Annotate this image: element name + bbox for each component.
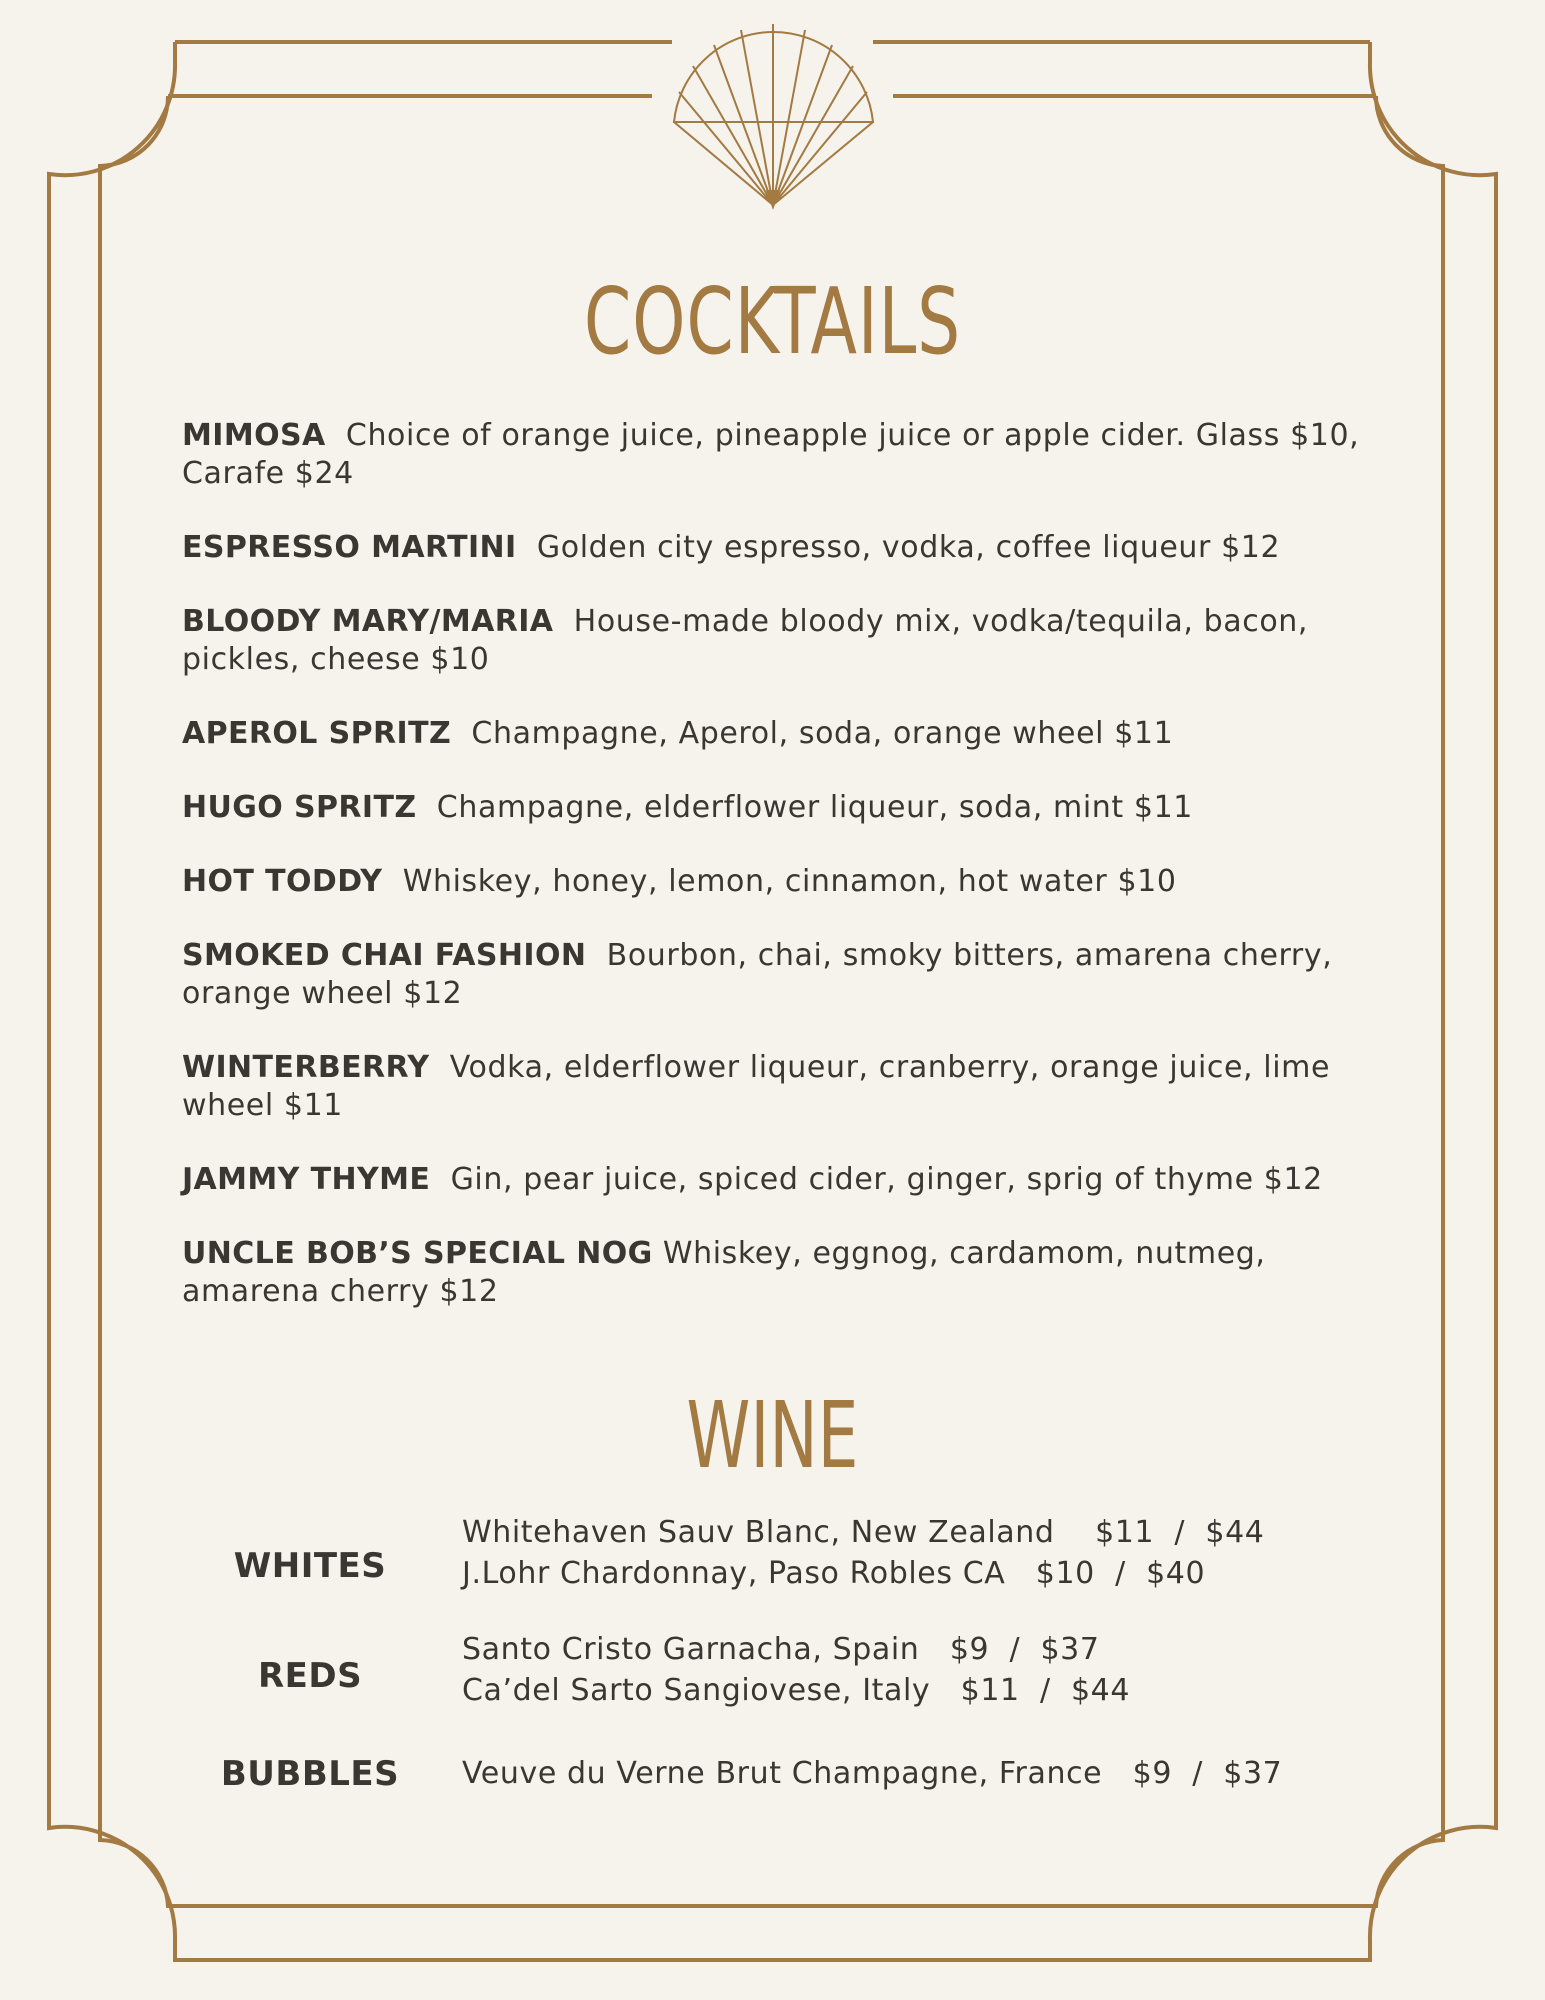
wine-line: Veuve du Verne Brut Champagne, France $9 / $37: [462, 1756, 1283, 1791]
list-item: [182, 1049, 1392, 1125]
item-name: BLOODY MARY/MARIA: [182, 604, 554, 639]
wine-lines: [462, 1753, 1282, 1794]
fan-ornament: [674, 24, 873, 205]
item-description: Whiskey, honey, lemon, cinnamon, hot water $10: [402, 864, 1177, 899]
wine-line: Whitehaven Sauv Blanc, New Zealand $11 / $44: [462, 1515, 1265, 1550]
wine-line: Ca’del Sarto Sangiovese, Italy $11 / $44: [462, 1673, 1131, 1708]
item-name: HOT TODDY: [182, 864, 383, 899]
list-item: [182, 715, 1392, 753]
item-name: JAMMY THYME: [182, 1162, 431, 1197]
item-name: ESPRESSO MARTINI: [182, 530, 517, 565]
item-description: Whiskey, eggnog, cardamom, nutmeg, amarena cherry $12: [182, 1236, 1266, 1309]
item-description: Champagne, elderflower liqueur, soda, mint $11: [436, 790, 1193, 825]
list-item: [182, 863, 1392, 901]
item-name: MIMOSA: [182, 418, 326, 453]
list-item: [182, 789, 1392, 827]
item-description: Champagne, Aperol, soda, orange wheel $11: [471, 716, 1174, 751]
cocktail-list: [182, 417, 1392, 1347]
list-item: [182, 529, 1392, 567]
item-name: SMOKED CHAI FASHION: [182, 938, 587, 973]
list-item: [182, 937, 1392, 1013]
wine-heading: WINE: [686, 1382, 859, 1489]
cocktails-heading: COCKTAILS: [583, 268, 962, 375]
list-item: [182, 1235, 1392, 1311]
wine-lines: [462, 1629, 1130, 1711]
wine-category-label: REDS: [257, 1656, 363, 1696]
item-description: Choice of orange juice, pineapple juice or apple cider. Glass $10, Carafe $24: [182, 418, 1360, 491]
item-description: Gin, pear juice, spiced cider, ginger, sprig of thyme $12: [450, 1162, 1323, 1197]
item-description: Vodka, elderflower liqueur, cranberry, orange juice, lime wheel $11: [182, 1050, 1331, 1123]
item-description: Bourbon, chai, smoky bitters, amarena cherry, orange wheel $12: [182, 938, 1333, 1011]
wine-line: J.Lohr Chardonnay, Paso Robles CA $10 / $40: [462, 1556, 1206, 1591]
list-item: [182, 417, 1392, 493]
list-item: [182, 603, 1392, 679]
wine-lines: [462, 1512, 1264, 1594]
item-name: UNCLE BOB’S SPECIAL NOG: [182, 1236, 653, 1271]
item-description: Golden city espresso, vodka, coffee liqueur $12: [536, 530, 1281, 565]
item-name: APEROL SPRITZ: [182, 716, 452, 751]
item-name: WINTERBERRY: [182, 1050, 430, 1085]
wine-category-label: WHITES: [233, 1546, 387, 1586]
item-description: House-made bloody mix, vodka/tequila, bacon, pickles, cheese $10: [182, 604, 1309, 677]
wine-category-label: BUBBLES: [220, 1754, 400, 1794]
item-name: HUGO SPRITZ: [182, 790, 417, 825]
list-item: [182, 1161, 1392, 1199]
wine-line: Santo Cristo Garnacha, Spain $9 / $37: [462, 1632, 1100, 1667]
